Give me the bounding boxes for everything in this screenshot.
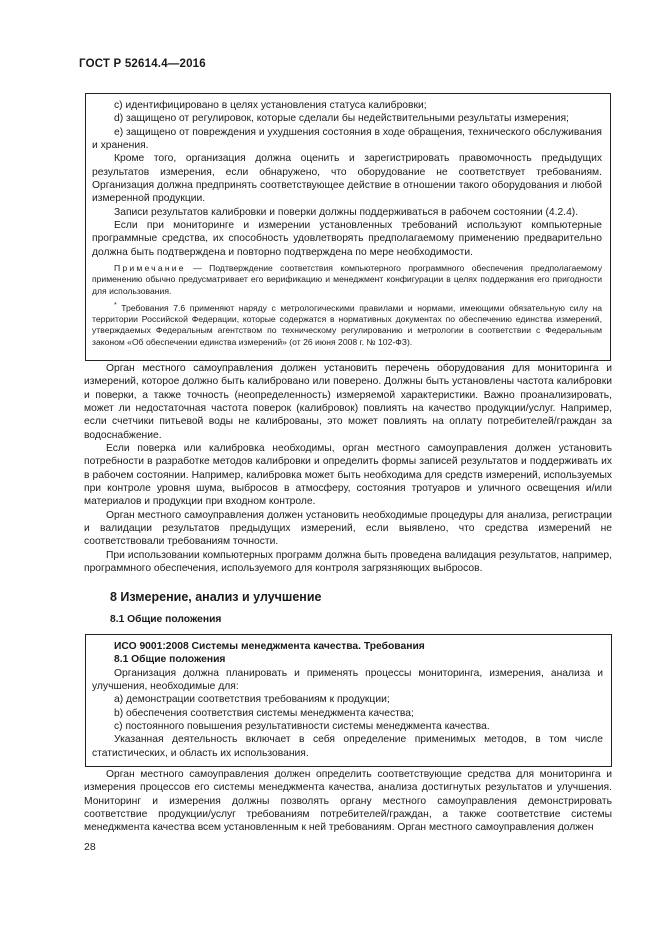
paragraph: Орган местного самоуправления должен установить перечень оборудования для мониторинга и измерений, которое должно быть калибровано или поверено. Должны быть установлены частота калибровки и поверки, а также точность (неопределенность) измеряемой характеристики. Важно проанализировать, может ли недостаточная частота поверок (калибровок) повлиять на качество продукции/услуг. Например, если счетчики питьевой воды не калиброваны, это может повлиять на оплату потребителей/граждан за водоснабжение. [84,363,612,441]
box-paragraph: Если при мониторинге и измерении установленных требований используют компьютерные программные средства, их способность удовлетворять предполагаемому применению предварительно должна быть подтверждена и повторно подтверждена по мере необходимости. [92,220,602,258]
body-text-2 [84,768,612,835]
iso-quote-box [85,634,612,767]
box-paragraph: c) идентифицировано в целях установления статуса калибровки; [114,100,427,111]
subsection-heading: 8.1 Общие положения [110,614,222,625]
document-header: ГОСТ Р 52614.4—2016 [79,58,206,70]
section-heading: 8 Измерение, анализ и улучшение [110,590,322,604]
note [92,263,602,297]
list-item: c) постоянного повышения результативности системы менеджмента качества. [114,721,490,733]
paragraph: Если поверка или калибровка необходимы, орган местного самоуправления должен установить потребности в разработке методов калибровки и определить формы записей результатов и поддерживать их в рабочем состоянии. Например, калибровка может быть необходима для средств измерений, используемых при контроле уровня шума, выбросов в атмосферу, состояния тротуаров и уличного освещения и/или материалов и продукции при входном контроле. [84,443,612,508]
box-paragraph: Записи результатов калибровки и поверки должны поддерживаться в рабочем состоянии (4.2.4). [114,206,579,218]
note-label: Примечание [114,263,186,274]
paragraph: При использовании компьютерных программ должна быть проведена валидация результатов, например, программного обеспечения, используемого для контроля загрязняющих выбросов. [84,549,612,575]
box-subtitle: 8.1 Общие положения [114,654,226,666]
body-text-1 [84,362,612,576]
box-paragraph: Организация должна планировать и применять процессы мониторинга, измерения, анализа и улучшения, необходимые для: [92,667,603,693]
list-item: a) демонстрации соответствия требованиям к продукции; [114,694,390,706]
requirements-box [85,93,611,361]
box-paragraph: Указанная деятельность включает в себя определение применимых методов, в том числе статистических, и область их использования. [92,734,603,759]
page-number: 28 [84,841,96,853]
footnote [92,300,602,348]
list-item: b) обеспечения соответствия системы менеджмента качества; [114,707,414,719]
box-paragraph: Кроме того, организация должна оценить и зарегистрировать правомочность предыдущих результатов измерения, если обнаружено, что оборудование не соответствует требованиям. Организация должна предпринять соответствующее действие в отношении такого оборудования и любой измеренной продукции. [92,153,602,205]
footnote-mark: * [114,302,117,310]
paragraph: Орган местного самоуправления должен установить необходимые процедуры для анализа, регистрации и валидации результатов предыдущих измерений, если выявлено, что средства измерений не соответствовали требованиям точности. [84,509,612,548]
box-paragraph: d) защищено от регулировок, которые сделали бы недействительными результаты измерения; [114,113,569,125]
paragraph: Орган местного самоуправления должен определить соответствующие средства для мониторинга и измерения процессов его системы менеджмента качества, анализа достигнутых результатов и улучшения. Мониторинг и измерения должны позволять органу местного самоуправления демонстрировать соответствие продукции/услуг требованиям потребителей/граждан, а также соответствие системы менеджмента качества всем установленным к ней требованиям. Орган местного самоуправления должен [84,769,612,834]
box-paragraph: e) защищено от повреждения и ухудшения состояния в ходе обращения, технического обслуживания и хранения. [92,126,602,152]
note-text: — Подтверждение соответствия компьютерного программного обеспечения предполагаемому применению обычно предусматривает его верификацию и менеджмент конфигурации в целях поддержания его пригодности для использования. [92,263,602,296]
box-title: ИСО 9001:2008 Системы менеджмента качества. Требования [114,641,425,652]
footnote-text: Требования 7.6 применяют наряду с метрологическими правилами и нормами, имеющими обязательную силу на территории Российской Федерации, которые содержатся в нормативных документах по обеспечению единства измерений, утверждаемых Федеральным агентством по техническому регулированию и метрологии в соответствии с Федеральным законом «Об обеспечении единства измерений» (от 26 июня 2008 г. № 102-ФЗ). [92,302,602,347]
